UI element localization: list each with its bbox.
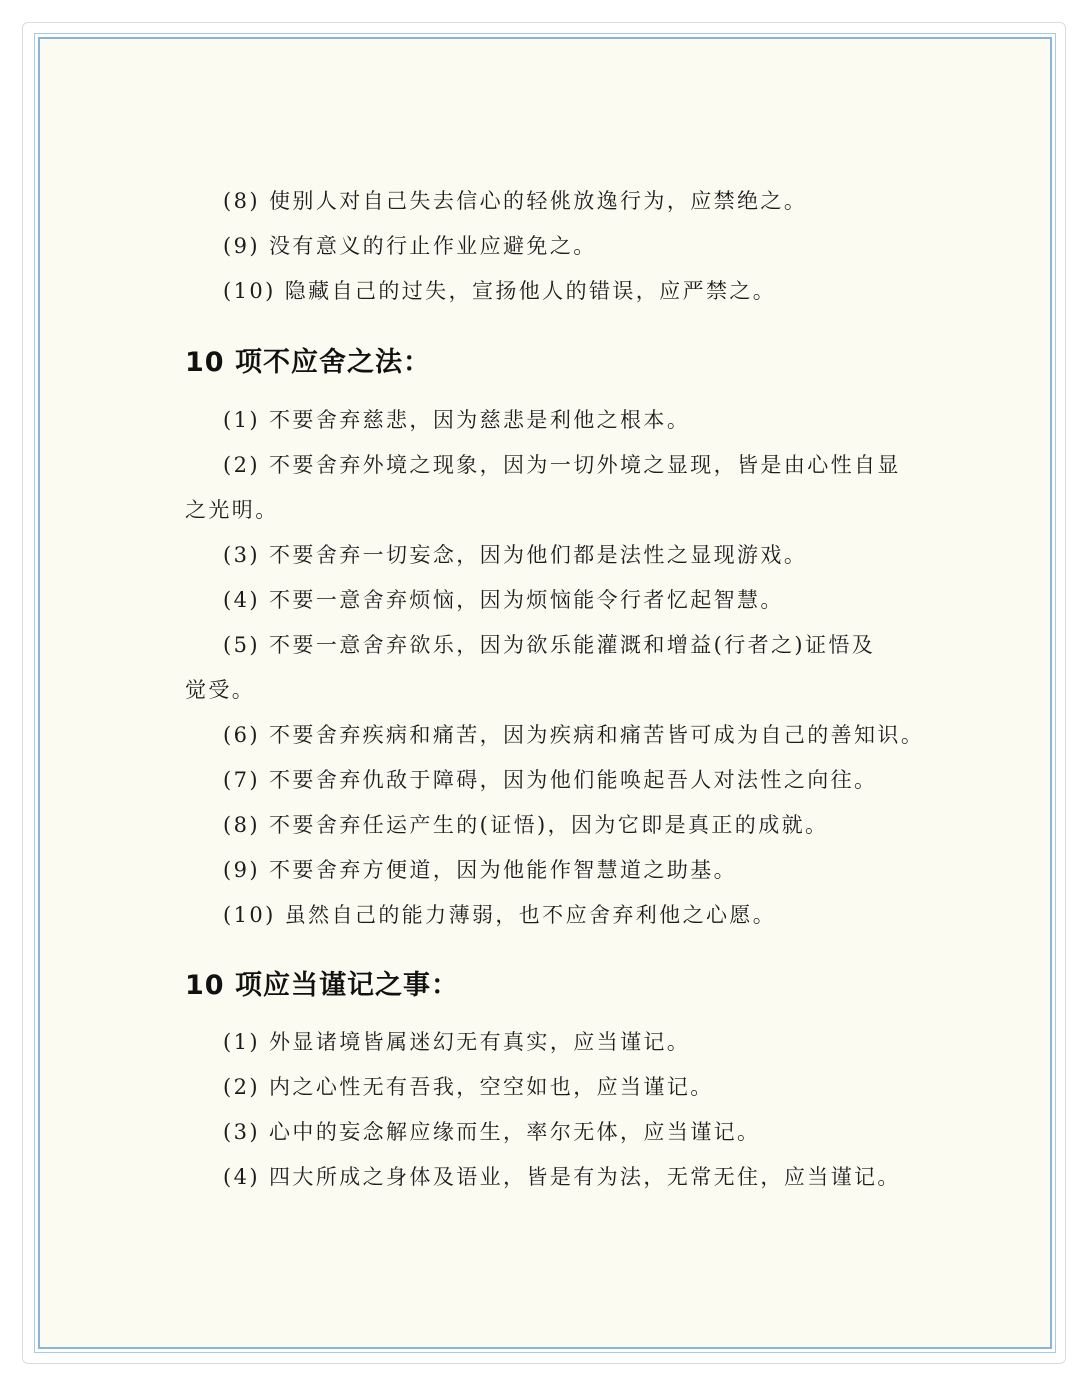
section-heading-remember: 10 项应当谨记之事： [185, 970, 459, 1001]
list-item: (10) 隐藏自己的过失，宣扬他人的错误，应严禁之。 [223, 279, 777, 303]
book-page [38, 37, 1052, 1349]
list-item-continuation: 之光明。 [185, 498, 279, 522]
not-abandon-list [185, 398, 925, 938]
list-item: (5) 不要一意舍弃欲乐，因为欲乐能灌溉和增益(行者之)证悟及 [223, 633, 876, 657]
list-item: (1) 不要舍弃慈悲，因为慈悲是利他之根本。 [223, 408, 691, 432]
list-item: (3) 心中的妄念解应缘而生，率尔无体，应当谨记。 [223, 1120, 761, 1144]
list-item: (7) 不要舍弃仇敌于障碍，因为他们能唤起吾人对法性之向往。 [223, 768, 878, 792]
list-item: (4) 不要一意舍弃烦恼，因为烦恼能令行者忆起智慧。 [223, 588, 784, 612]
list-item: (9) 不要舍弃方便道，因为他能作智慧道之助基。 [223, 858, 738, 882]
page-content [185, 179, 925, 1200]
list-item: (8) 不要舍弃任运产生的(证悟)，因为它即是真正的成就。 [223, 813, 829, 837]
list-item: (10) 虽然自己的能力薄弱，也不应舍弃利他之心愿。 [223, 903, 777, 927]
list-item: (9) 没有意义的行止作业应避免之。 [223, 234, 597, 258]
list-item: (2) 内之心性无有吾我，空空如也，应当谨记。 [223, 1075, 714, 1099]
list-item: (2) 不要舍弃外境之现象，因为一切外境之显现，皆是由心性自显 [223, 453, 901, 477]
list-item: (1) 外显诸境皆属迷幻无有真实，应当谨记。 [223, 1030, 691, 1054]
list-item: (3) 不要舍弃一切妄念，因为他们都是法性之显现游戏。 [223, 543, 808, 567]
list-item: (6) 不要舍弃疾病和痛苦，因为疾病和痛苦皆可成为自己的善知识。 [223, 723, 925, 747]
previous-section-list [185, 179, 905, 314]
section-heading-not-abandon: 10 项不应舍之法： [185, 347, 431, 378]
remember-list [185, 1020, 905, 1200]
list-item: (4) 四大所成之身体及语业，皆是有为法，无常无住，应当谨记。 [223, 1165, 901, 1189]
list-item: (8) 使别人对自己失去信心的轻佻放逸行为，应禁绝之。 [223, 189, 808, 213]
list-item-continuation: 觉受。 [185, 678, 256, 702]
